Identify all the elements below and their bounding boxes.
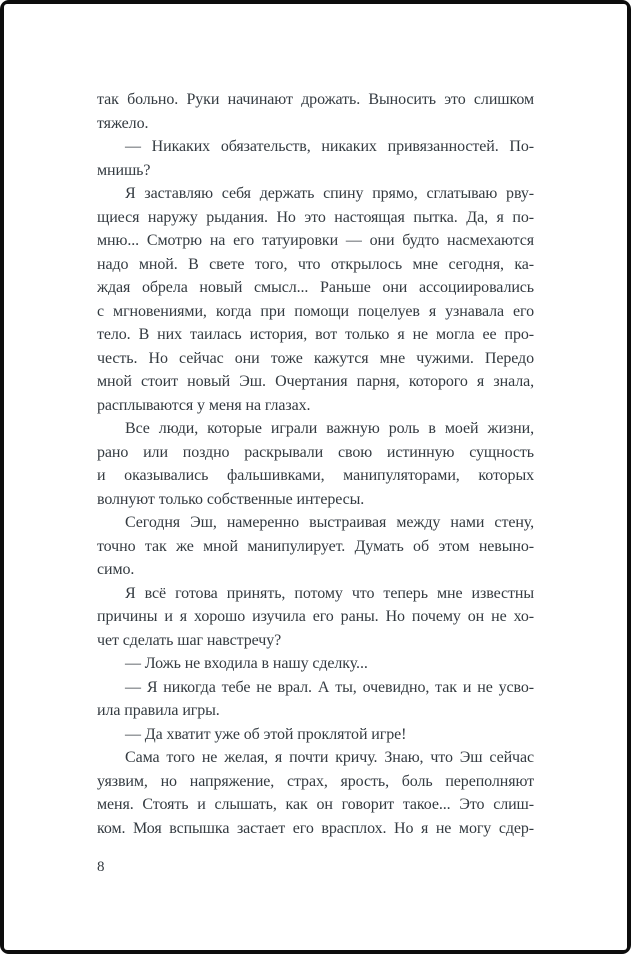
text-line: Все люди, которые играли важную роль в моей жизни,	[125, 420, 534, 437]
text-line: Я заставляю себя держать спину прямо, сглатываю рву-	[125, 185, 534, 202]
text-line: надо мной. В свете того, что открылось мне сегодня, ка-	[97, 255, 534, 273]
text-line: — Да хватит уже об этой проклятой игре!	[125, 725, 407, 743]
paragraph	[97, 182, 534, 417]
text-line: причины и я хорошо изучила его раны. Но почему он не хо-	[97, 608, 534, 625]
text-line: мню... Смотрю на его татуировки — они будто насмехаются	[97, 232, 534, 249]
paragraph	[97, 88, 534, 135]
text-line: — Никаких обязательств, никаких привязанностей. По-	[125, 138, 534, 155]
text-line: с мгновениями, когда при помощи поцелуев я узнавала его	[97, 302, 534, 320]
text-line: уязвим, но напряжение, страх, ярость, боль переполняют	[97, 772, 534, 790]
paragraph	[97, 417, 534, 511]
paragraph	[97, 511, 534, 582]
text-line: симо.	[97, 561, 135, 578]
text-line: — Ложь не входила в нашу сделку...	[125, 655, 368, 672]
text-line: точно так же мной манипулирует. Думать об этом невыно-	[97, 537, 534, 555]
text-line: Я всё готова принять, потому что теперь мне известны	[125, 584, 534, 602]
text-line: ила правила игры.	[97, 702, 220, 719]
paragraph	[97, 582, 534, 653]
page-number: 8	[97, 859, 105, 875]
text-line: мной стоит новый Эш. Очертания парня, которого я знала,	[97, 373, 534, 390]
text-line: щиеся наружу рыдания. Но это настоящая пытка. Да, я по-	[97, 208, 534, 226]
paragraph	[97, 723, 534, 747]
text-line: чет сделать шаг навстречу?	[97, 631, 282, 649]
paragraph	[97, 652, 534, 676]
text-line: Сегодня Эш, намеренно выстраивая между нами стену,	[125, 514, 534, 531]
text-line: и оказывались фальшивками, манипуляторами, которых	[97, 467, 534, 484]
text-line: рано или поздно раскрывали свою истинную сущность	[97, 443, 534, 461]
text-line: тело. В них таилась история, вот только я не могла ее про-	[97, 326, 534, 343]
text-line: мнишь?	[97, 161, 151, 179]
paragraph	[97, 746, 534, 840]
text-line: расплываются у меня на глазах.	[97, 396, 311, 414]
text-line: так больно. Руки начинают дрожать. Выносить это слишком	[97, 91, 534, 108]
text-line: ком. Моя вспышка застает его врасплох. Но я не могу сдер-	[97, 819, 534, 837]
paragraph	[97, 676, 534, 723]
text-line: — Я никогда тебе не врал. А ты, очевидно, так и не усво-	[125, 678, 534, 696]
book-page	[4, 4, 627, 950]
text-line: волнуют только собственные интересы.	[97, 490, 365, 508]
page-text-block	[97, 88, 534, 840]
text-line: Сама того не желая, я почти кричу. Знаю, что Эш сейчас	[125, 749, 534, 766]
text-line: честь. Но сейчас они тоже кажутся мне чужими. Передо	[97, 349, 534, 367]
text-line: тяжело.	[97, 114, 149, 132]
text-line: меня. Стоять и слышать, как он говорит такое... Это слиш-	[97, 796, 534, 813]
text-line: ждая обрела новый смысл... Раньше они ассоциировались	[97, 279, 534, 296]
paragraph	[97, 135, 534, 182]
